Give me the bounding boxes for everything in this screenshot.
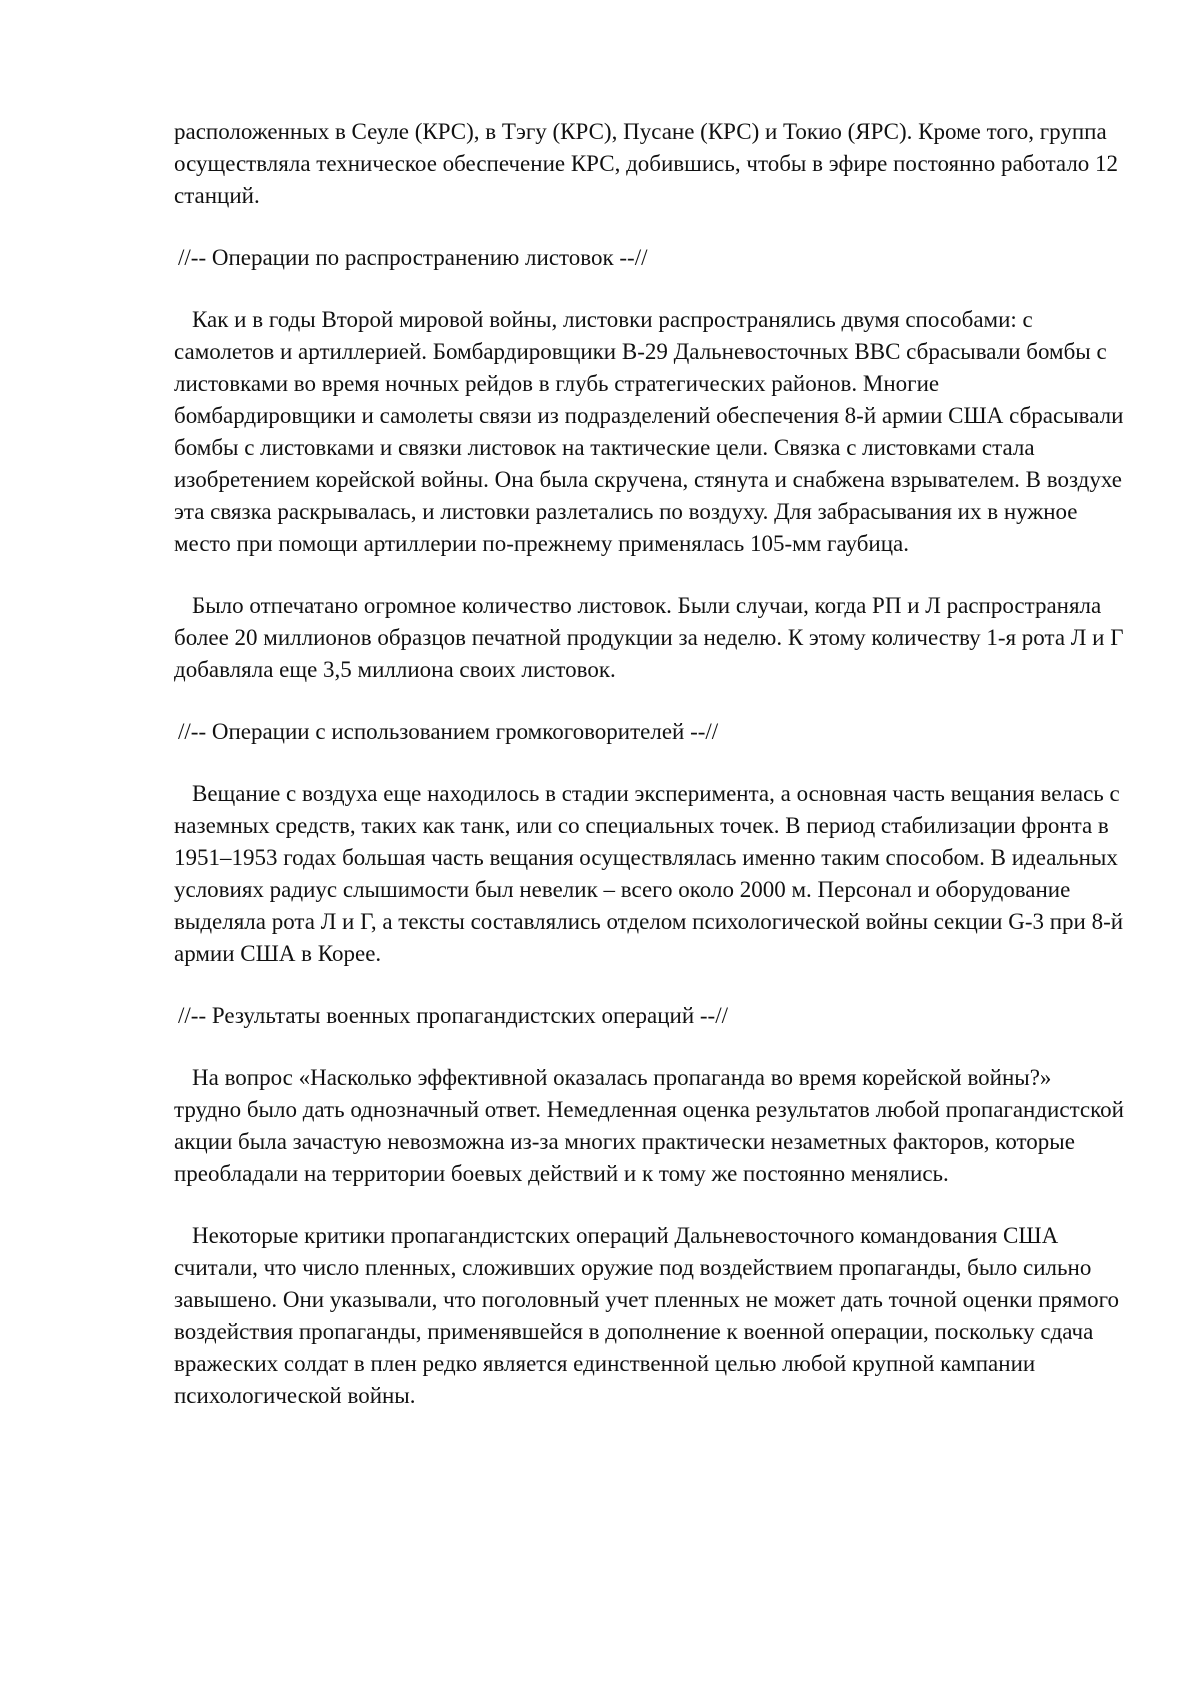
paragraph-loudspeaker-broadcasting: Вещание с воздуха еще находилось в стадии эксперимента, а основная часть вещания велась с наземных средств, таких как танк, или со специальных точек. В период стабилизации фронта в 1951–1953 годах большая часть вещания осуществлялась именно таким способом. В идеальных условиях радиус слышимости был невелик – всего около 2000 м. Персонал и оборудование выделяла рота Л и Г, а тексты составлялись отделом психологической войны секции G-3 при 8-й армии США в Корее. bbox=[174, 781, 1124, 966]
document-body bbox=[174, 116, 1124, 1442]
paragraph-effectiveness-question: На вопрос «Насколько эффективной оказалась пропаганда во время корейской войны?» трудно было дать однозначный ответ. Немедленная оценка результатов любой пропагандистской акции была зачастую невозможна из-за многих практически незаметных факторов, которые преобладали на территории боевых действий и к тому же постоянно менялись. bbox=[174, 1065, 1124, 1186]
paragraph-critics: Некоторые критики пропагандистских операций Дальневосточного командования США считали, что число пленных, сложивших оружие под воздействием пропаганды, было сильно завышено. Они указывали, что поголовный учет пленных не может дать точной оценки прямого воздействия пропаганды, применявшейся в дополнение к военной операции, поскольку сдача вражеских солдат в плен редко является единственной целью любой крупной кампании психологической войны. bbox=[174, 1223, 1120, 1408]
paragraph-radio-stations: расположенных в Сеуле (КРС), в Тэгу (КРС), Пусане (КРС) и Токио (ЯРС). Кроме того, группа осуществляла техническое обеспечение КРС, добившись, чтобы в эфире постоянно работало 12 станций. bbox=[174, 119, 1119, 208]
section-heading-results: //-- Результаты военных пропагандистских операций --// bbox=[178, 1003, 728, 1028]
paragraph-leaflet-quantity: Было отпечатано огромное количество листовок. Были случаи, когда РП и Л распространяла более 20 миллионов образцов печатной продукции за неделю. К этому количеству 1-я рота Л и Г добавляла еще 3,5 миллиона своих листовок. bbox=[174, 593, 1124, 682]
section-heading-leaflets: //-- Операции по распространению листовок --// bbox=[178, 245, 648, 270]
paragraph-leaflet-methods: Как и в годы Второй мировой войны, листовки распространялись двумя способами: с самолетов и артиллерией. Бомбардировщики B-29 Дальневосточных ВВС сбрасывали бомбы с листовками во время ночных рейдов в глубь стратегических районов. Многие бомбардировщики и самолеты связи из подразделений обеспечения 8-й армии США сбрасывали бомбы с листовками и связки листовок на тактические цели. Связка с листовками стала изобретением корейской войны. Она была скручена, стянута и снабжена взрывателем. В воздухе эта связка раскрывалась, и листовки разлетались по воздуху. Для забрасывания их в нужное место при помощи артиллерии по-прежнему применялась 105-мм гаубица. bbox=[174, 307, 1124, 556]
section-heading-loudspeakers: //-- Операции с использованием громкоговорителей --// bbox=[178, 719, 719, 744]
